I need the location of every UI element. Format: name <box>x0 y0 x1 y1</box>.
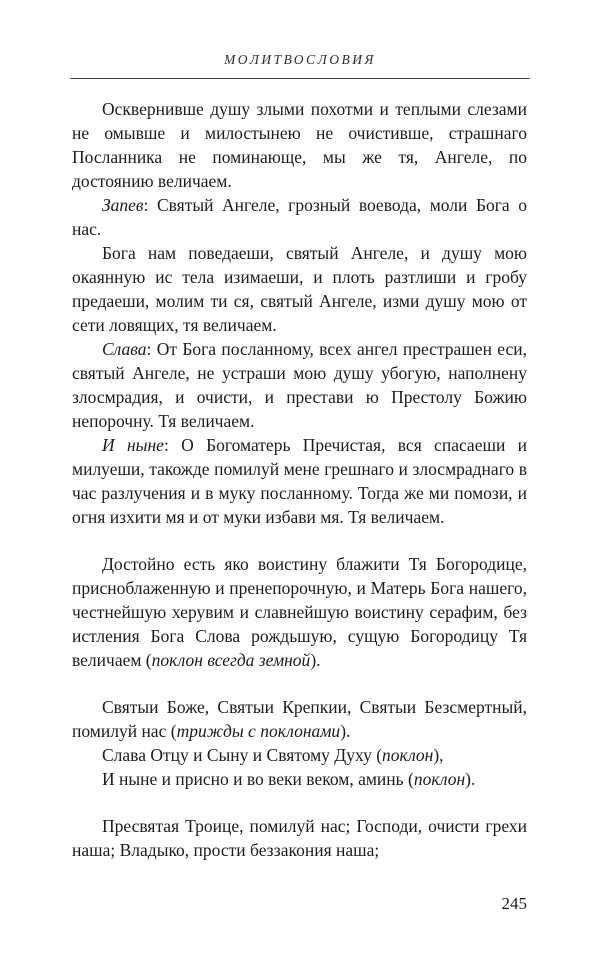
header-rule <box>70 78 530 79</box>
italic-text-run: поклон <box>382 745 434 765</box>
text-block <box>72 97 527 862</box>
paragraph <box>72 433 527 529</box>
italic-text-run: поклон всегда земной <box>151 650 311 670</box>
paragraph <box>72 193 527 241</box>
paragraph <box>72 814 527 862</box>
running-header: МОЛИТВОСЛОВИЯ <box>224 52 376 67</box>
italic-text-run: И ныне <box>102 435 164 455</box>
paragraph <box>72 241 527 337</box>
text-run: ). <box>340 721 351 741</box>
text-run: Пресвятая Троице, помилуй нас; Господи, очисти грехи наша; Владыко, прости беззакония наша; <box>72 816 527 860</box>
italic-text-run: трижды с поклонами <box>176 721 341 741</box>
text-run: ). <box>465 769 476 789</box>
page-number: 245 <box>501 894 527 913</box>
italic-text-run: поклон <box>413 769 466 789</box>
text-run: Достойно есть яко воистину блажити Тя Богородице, присноблаженную и пренепорочную, и Матерь Бога нашего, честнейшую херувим и славнейшую воистину серафим, без истления Бога Слова рождьшую, сущую Богородицу Тя величаем ( <box>72 554 527 670</box>
italic-text-run: Слава <box>102 339 147 359</box>
text-run: : О Богоматерь Пречистая, вся спасаеши и милуеши, такожде помилуй мене грешнаго и злосмраднаго в час разлучения и в муку посланному. Тогда же ми помози, и огня изхити мя и от муки избави мя. Тя величаем. <box>72 435 527 527</box>
text-run: Осквернивше душу злыми похотми и теплыми слезами не омывше и милостынею не очистивше, страшнаго Посланника не поминающе, мы же тя, Ангеле, по достоянию величаем. <box>72 99 527 191</box>
text-run: Бога нам поведаеши, святый Ангеле, и душу мою окаянную ис тела изимаеши, и плоть разтлиши и гробу предаеши, молим ти ся, святый Ангеле, изми душу мою от сети ловящих, тя величаем. <box>72 243 527 335</box>
text-run: : Святый Ангеле, грозный воевода, моли Бога о нас. <box>72 195 527 239</box>
paragraph <box>72 552 527 672</box>
paragraph <box>72 337 527 433</box>
paragraph <box>72 97 527 193</box>
text-run: Святыи Боже, Святыи Крепкии, Святыи Безсмертный, помилуй нас ( <box>72 697 527 741</box>
text-run: : От Бога посланному, всех ангел престрашен еси, святый Ангеле, не устраши мою душу убогую, наполнену злосмрадия, и очисти, и престави ю Престолу Божию непорочну. Тя величаем. <box>72 339 527 431</box>
paragraph <box>72 767 527 791</box>
paragraph <box>72 743 527 767</box>
text-run: ), <box>433 745 444 765</box>
text-run: ). <box>310 650 321 670</box>
italic-text-run: Запев <box>102 195 144 215</box>
paragraph <box>72 695 527 743</box>
text-run: И ныне и присно и во веки веком, аминь ( <box>102 769 414 789</box>
text-run: Слава Отцу и Сыну и Святому Духу ( <box>102 745 383 765</box>
